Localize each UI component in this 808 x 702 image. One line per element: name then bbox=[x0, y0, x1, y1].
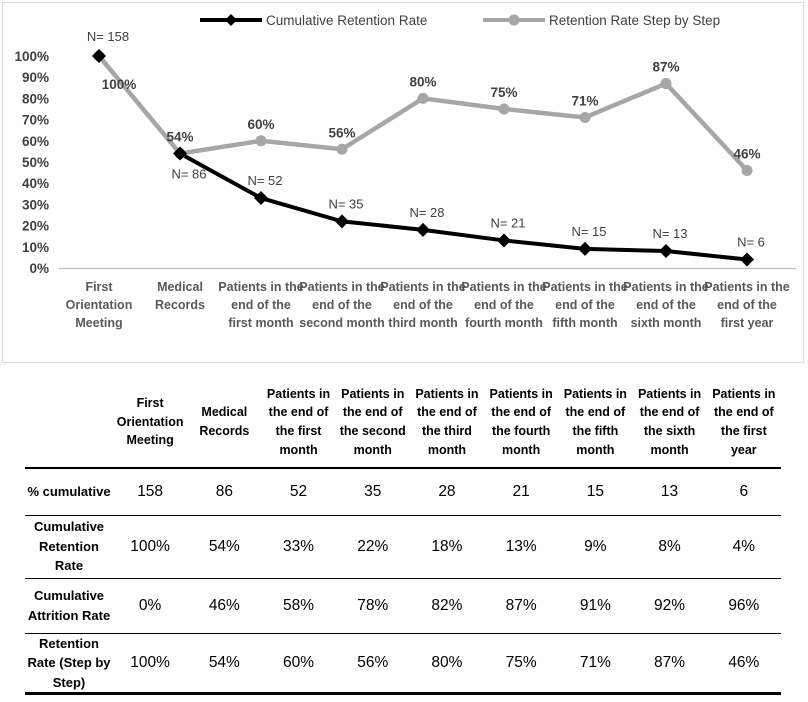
y-tick-label: 80% bbox=[21, 91, 49, 107]
table-cell: 13 bbox=[660, 482, 679, 500]
column-header: Patients in the end of the first year bbox=[707, 377, 781, 468]
table-row bbox=[25, 578, 781, 633]
column-header: Patients in the end of the second month bbox=[336, 377, 410, 468]
point-label-pct: 75% bbox=[490, 85, 518, 100]
retention-chart bbox=[2, 2, 804, 363]
point-label-n: N= 28 bbox=[409, 204, 445, 220]
legend-marker bbox=[509, 15, 520, 26]
column-header: Patients in the end of the third month bbox=[410, 377, 484, 468]
x-axis-category-label: Patients in the end of the first month bbox=[218, 280, 304, 330]
y-tick-label: 100% bbox=[14, 49, 49, 64]
table-cell: 71% bbox=[579, 653, 611, 671]
table-cell: 87% bbox=[505, 596, 537, 614]
x-axis-category-label: First Orientation Meeting bbox=[65, 280, 133, 330]
table-cell: 46% bbox=[728, 653, 760, 671]
table-cell: 96% bbox=[728, 596, 760, 614]
x-axis-category-label: Patients in the end of the first year bbox=[704, 280, 790, 330]
column-header: Patients in the end of the fourth month bbox=[484, 377, 558, 468]
table-row bbox=[25, 633, 781, 694]
column-header: Patients in the end of the sixth month bbox=[632, 377, 706, 468]
y-tick-label: 10% bbox=[21, 239, 49, 255]
table-cell: 82% bbox=[431, 596, 463, 614]
point-label-pct: 60% bbox=[247, 116, 275, 132]
row-header: Cumulative Attrition Rate bbox=[27, 588, 111, 623]
x-axis-category-label: Patients in the end of the third month bbox=[380, 280, 466, 330]
point-label-pct: 80% bbox=[409, 74, 437, 90]
table-cell: 15 bbox=[586, 482, 604, 500]
x-axis-category-label: Patients in the end of the fifth month bbox=[542, 280, 628, 330]
data-point-marker-gray bbox=[499, 104, 510, 115]
table-cell: 52 bbox=[289, 482, 308, 500]
retention-table bbox=[25, 377, 781, 695]
table-row bbox=[25, 468, 781, 515]
table-cell: 9% bbox=[584, 537, 607, 555]
table-cell: 86 bbox=[215, 482, 233, 500]
point-label-pct: 71% bbox=[571, 93, 599, 109]
table-cell: 22% bbox=[357, 537, 389, 555]
series-line-step-by-step bbox=[99, 56, 747, 170]
column-header: Patients in the end of the first month bbox=[261, 377, 335, 468]
column-header: First Orientation Meeting bbox=[113, 377, 187, 468]
table-cell: 60% bbox=[283, 653, 315, 671]
table-cell: 58% bbox=[283, 596, 315, 614]
point-label-n: N= 21 bbox=[490, 215, 526, 231]
table-cell: 100% bbox=[130, 537, 170, 555]
table-cell: 56% bbox=[357, 653, 389, 671]
table-cell: 92% bbox=[654, 596, 686, 614]
data-table bbox=[25, 377, 781, 695]
y-tick-label: 70% bbox=[21, 112, 49, 128]
data-point-marker-black bbox=[740, 253, 754, 267]
x-axis-category-label: Medical Records bbox=[154, 280, 206, 312]
table-cell: 100% bbox=[130, 653, 170, 671]
table-cell: 87% bbox=[654, 653, 686, 671]
point-label-n: N= 158 bbox=[86, 29, 130, 44]
y-tick-label: 40% bbox=[21, 176, 49, 192]
y-tick-label: 50% bbox=[21, 155, 49, 170]
data-point-marker-black bbox=[416, 223, 430, 237]
data-point-marker-black bbox=[578, 242, 592, 256]
table-cell: 91% bbox=[579, 596, 611, 614]
data-point-marker-gray bbox=[580, 112, 591, 123]
y-tick-label: 60% bbox=[21, 133, 49, 149]
row-header: Cumulative Retention Rate bbox=[33, 519, 105, 574]
chart-canvas bbox=[3, 3, 803, 361]
y-tick-label: 20% bbox=[21, 218, 49, 234]
row-header: Retention Rate (Step by Step) bbox=[27, 635, 111, 690]
y-tick-label: 90% bbox=[21, 70, 49, 86]
table-cell: 35 bbox=[364, 482, 382, 500]
table-cell: 80% bbox=[431, 653, 463, 671]
table-cell: 0% bbox=[138, 596, 162, 614]
point-label-n: N= 52 bbox=[247, 173, 283, 189]
data-point-marker-gray bbox=[418, 93, 429, 104]
point-label-pct: 100% bbox=[101, 77, 137, 92]
point-label-n: N= 15 bbox=[571, 223, 607, 239]
x-axis-category-label: Patients in the end of the sixth month bbox=[623, 280, 709, 330]
legend-label: Retention Rate Step by Step bbox=[549, 13, 721, 28]
table-cell: 4% bbox=[732, 537, 756, 555]
table-cell: 158 bbox=[137, 482, 164, 500]
data-point-marker-gray bbox=[256, 135, 267, 146]
x-axis-category-label: Patients in the end of the fourth month bbox=[461, 280, 547, 330]
point-label-pct: 46% bbox=[733, 146, 761, 162]
y-tick-label: 30% bbox=[21, 197, 49, 213]
table-cell: 46% bbox=[208, 596, 240, 614]
column-header: Medical Records bbox=[187, 377, 261, 468]
table-cell: 54% bbox=[208, 537, 240, 555]
data-point-marker-black bbox=[335, 214, 349, 228]
data-point-marker-black bbox=[497, 233, 511, 247]
table-cell: 33% bbox=[283, 537, 315, 555]
table-cell: 28 bbox=[438, 482, 456, 500]
table-cell: 78% bbox=[357, 596, 389, 614]
data-point-marker-gray bbox=[742, 165, 753, 176]
point-label-n: N= 13 bbox=[652, 226, 688, 242]
table-cell: 13% bbox=[505, 537, 537, 555]
corner-cell bbox=[25, 377, 113, 468]
data-point-marker-gray bbox=[661, 78, 672, 89]
y-tick-label: 0% bbox=[29, 261, 49, 276]
table-cell: 75% bbox=[505, 653, 537, 671]
point-label-n: N= 35 bbox=[328, 196, 364, 212]
row-header: % cumulative bbox=[27, 484, 111, 499]
table-cell: 6 bbox=[739, 482, 749, 500]
column-header: Patients in the end of the fifth month bbox=[558, 377, 632, 468]
table-cell: 21 bbox=[512, 482, 530, 500]
table-cell: 18% bbox=[431, 537, 463, 555]
point-label-n: N= 6 bbox=[737, 234, 765, 250]
data-point-marker-black bbox=[659, 244, 673, 258]
point-label-pct: 56% bbox=[328, 125, 356, 141]
table-header-row bbox=[25, 377, 781, 468]
point-label-n: N= 86 bbox=[171, 166, 207, 182]
table-cell: 54% bbox=[208, 653, 240, 671]
point-label-pct: 87% bbox=[652, 59, 680, 75]
data-point-marker-gray bbox=[337, 144, 348, 155]
table-row bbox=[25, 515, 781, 578]
table-cell: 8% bbox=[658, 537, 681, 555]
point-label-pct: 54% bbox=[166, 129, 194, 145]
legend-label: Cumulative Retention Rate bbox=[266, 13, 428, 28]
x-axis-category-label: Patients in the end of the second month bbox=[299, 280, 385, 330]
legend-marker bbox=[225, 14, 237, 26]
